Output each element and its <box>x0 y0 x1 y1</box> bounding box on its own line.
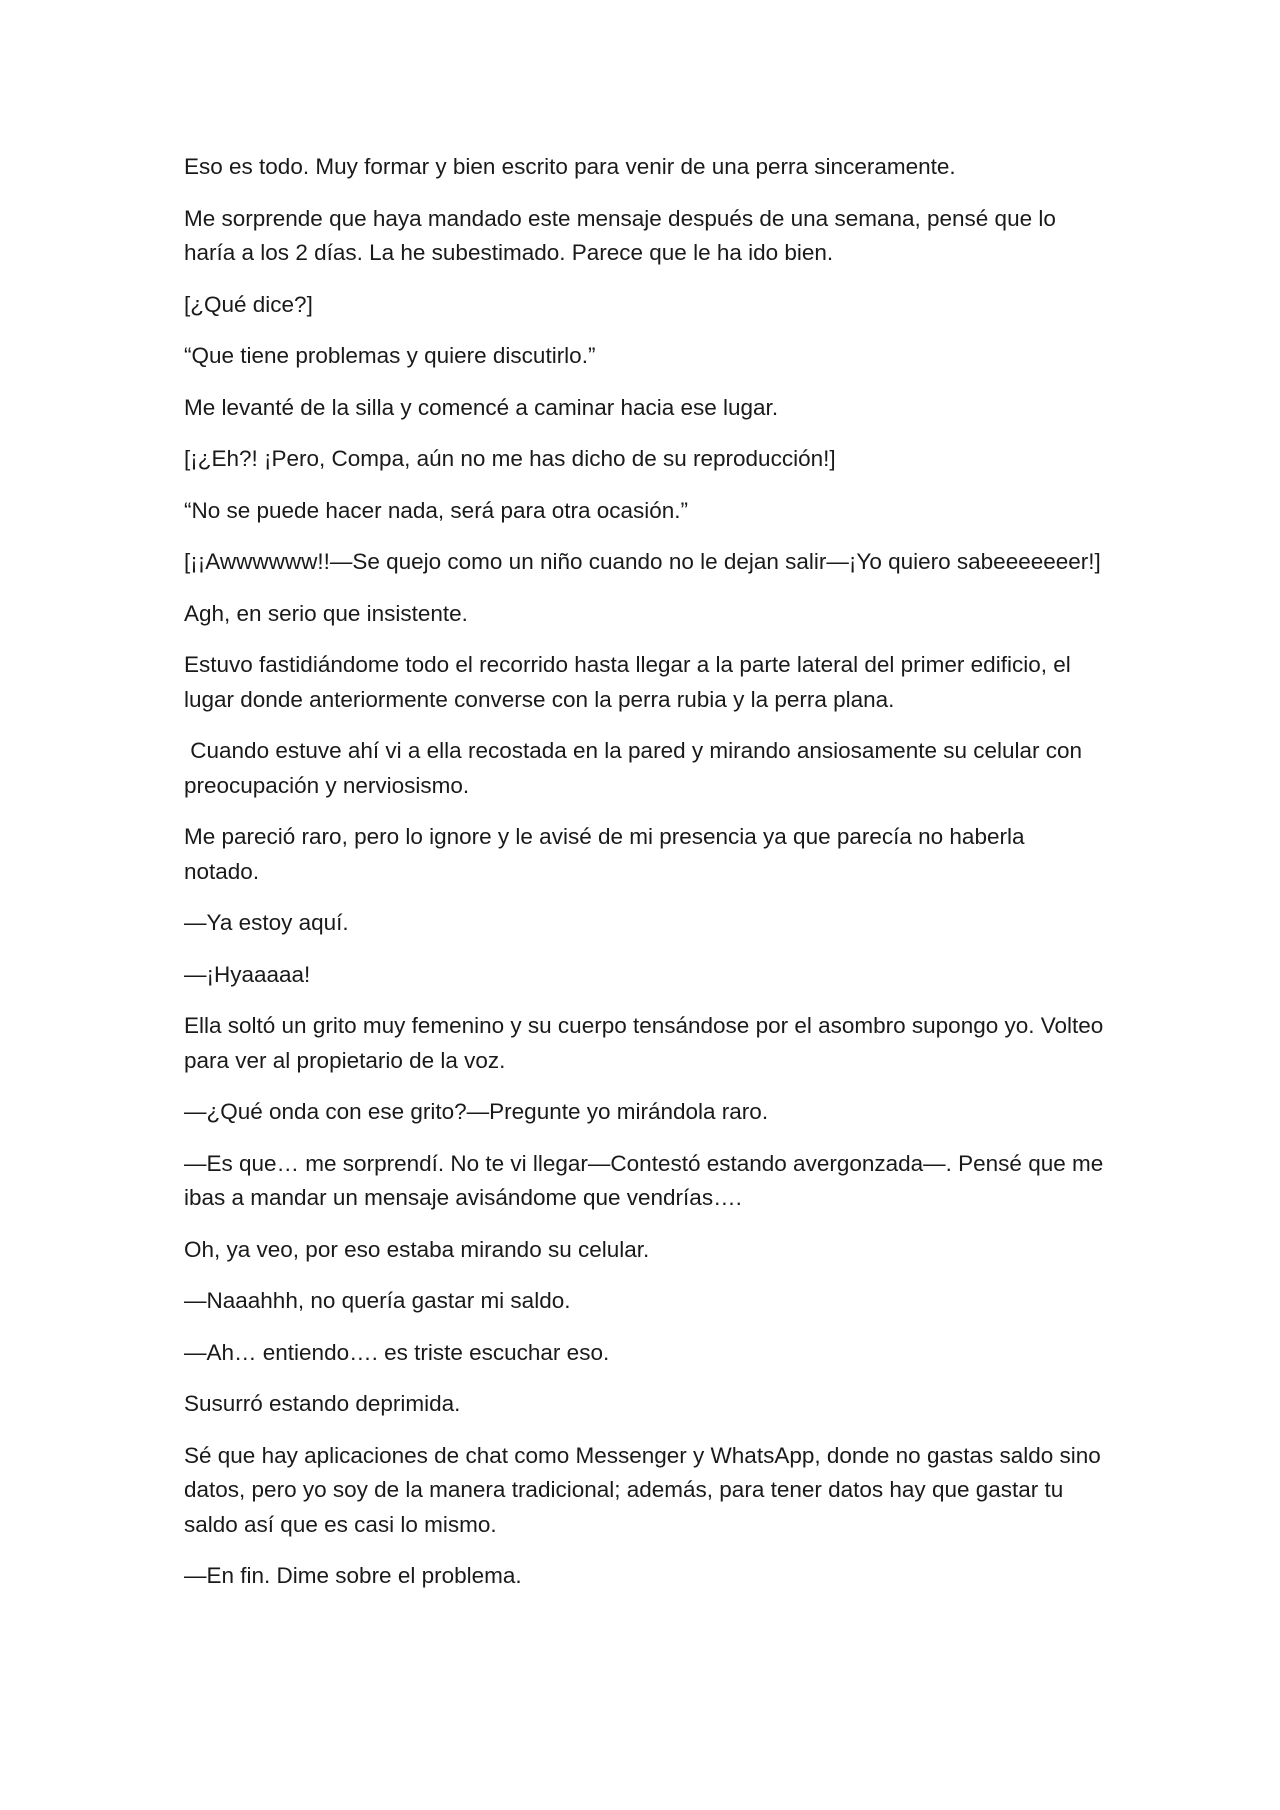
paragraph: —En fin. Dime sobre el problema. <box>184 1563 522 1588</box>
paragraph: Susurró estando deprimida. <box>184 1391 461 1416</box>
paragraph: —Ah… entiendo…. es triste escuchar eso. <box>184 1339 610 1365</box>
paragraph: Oh, ya veo, por eso estaba mirando su celular. <box>184 1236 650 1262</box>
paragraph: [¡¡Awwwwww!!—Se quejo como un niño cuando no le dejan salir—¡Yo quiero sabeeeeeeer!] <box>184 549 1101 574</box>
paragraph: —Es que… me sorprendí. No te vi llegar—Contestó estando avergonzada—. Pensé que me ibas a mandar un mensaje avisándome que vendrías…. <box>184 1150 1110 1210</box>
paragraph: Agh, en serio que insistente. <box>184 600 468 626</box>
paragraph: Cuando estuve ahí vi a ella recostada en la pared y mirando ansiosamente su celular con preocupación y nerviosismo. <box>184 738 1089 798</box>
paragraph: Me levanté de la silla y comencé a caminar hacia ese lugar. <box>184 394 779 420</box>
document-body <box>184 150 1110 1611</box>
paragraph: —¡Hyaaaaa! <box>184 961 311 987</box>
paragraph: —¿Qué onda con ese grito?—Pregunte yo mirándola raro. <box>184 1099 769 1124</box>
paragraph: “No se puede hacer nada, será para otra ocasión.” <box>184 497 689 523</box>
paragraph: Me sorprende que haya mandado este mensaje después de una semana, pensé que lo haría a los 2 días. La he subestimado. Parece que le ha ido bien. <box>184 205 1063 265</box>
paragraph: “Que tiene problemas y quiere discutirlo.” <box>184 343 596 368</box>
paragraph: Sé que hay aplicaciones de chat como Messenger y WhatsApp, donde no gastas saldo sino datos, pero yo soy de la manera tradicional; además, para tener datos hay que gastar tu saldo así que es casi lo mismo. <box>184 1442 1108 1537</box>
paragraph: Eso es todo. Muy formar y bien escrito para venir de una perra sinceramente. <box>184 154 956 179</box>
paragraph: Estuvo fastidiándome todo el recorrido hasta llegar a la parte lateral del primer edificio, el lugar donde anteriormente converse con la perra rubia y la perra plana. <box>184 652 1077 712</box>
paragraph: [¿Qué dice?] <box>184 291 313 317</box>
paragraph: Me pareció raro, pero lo ignore y le avisé de mi presencia ya que parecía no haberla notado. <box>184 824 1031 884</box>
paragraph: —Ya estoy aquí. <box>184 910 349 935</box>
paragraph: [¡¿Eh?! ¡Pero, Compa, aún no me has dicho de su reproducción!] <box>184 446 836 471</box>
paragraph: —Naaahhh, no quería gastar mi saldo. <box>184 1288 571 1313</box>
paragraph: Ella soltó un grito muy femenino y su cuerpo tensándose por el asombro supongo yo. Volteo para ver al propietario de la voz. <box>184 1013 1110 1073</box>
